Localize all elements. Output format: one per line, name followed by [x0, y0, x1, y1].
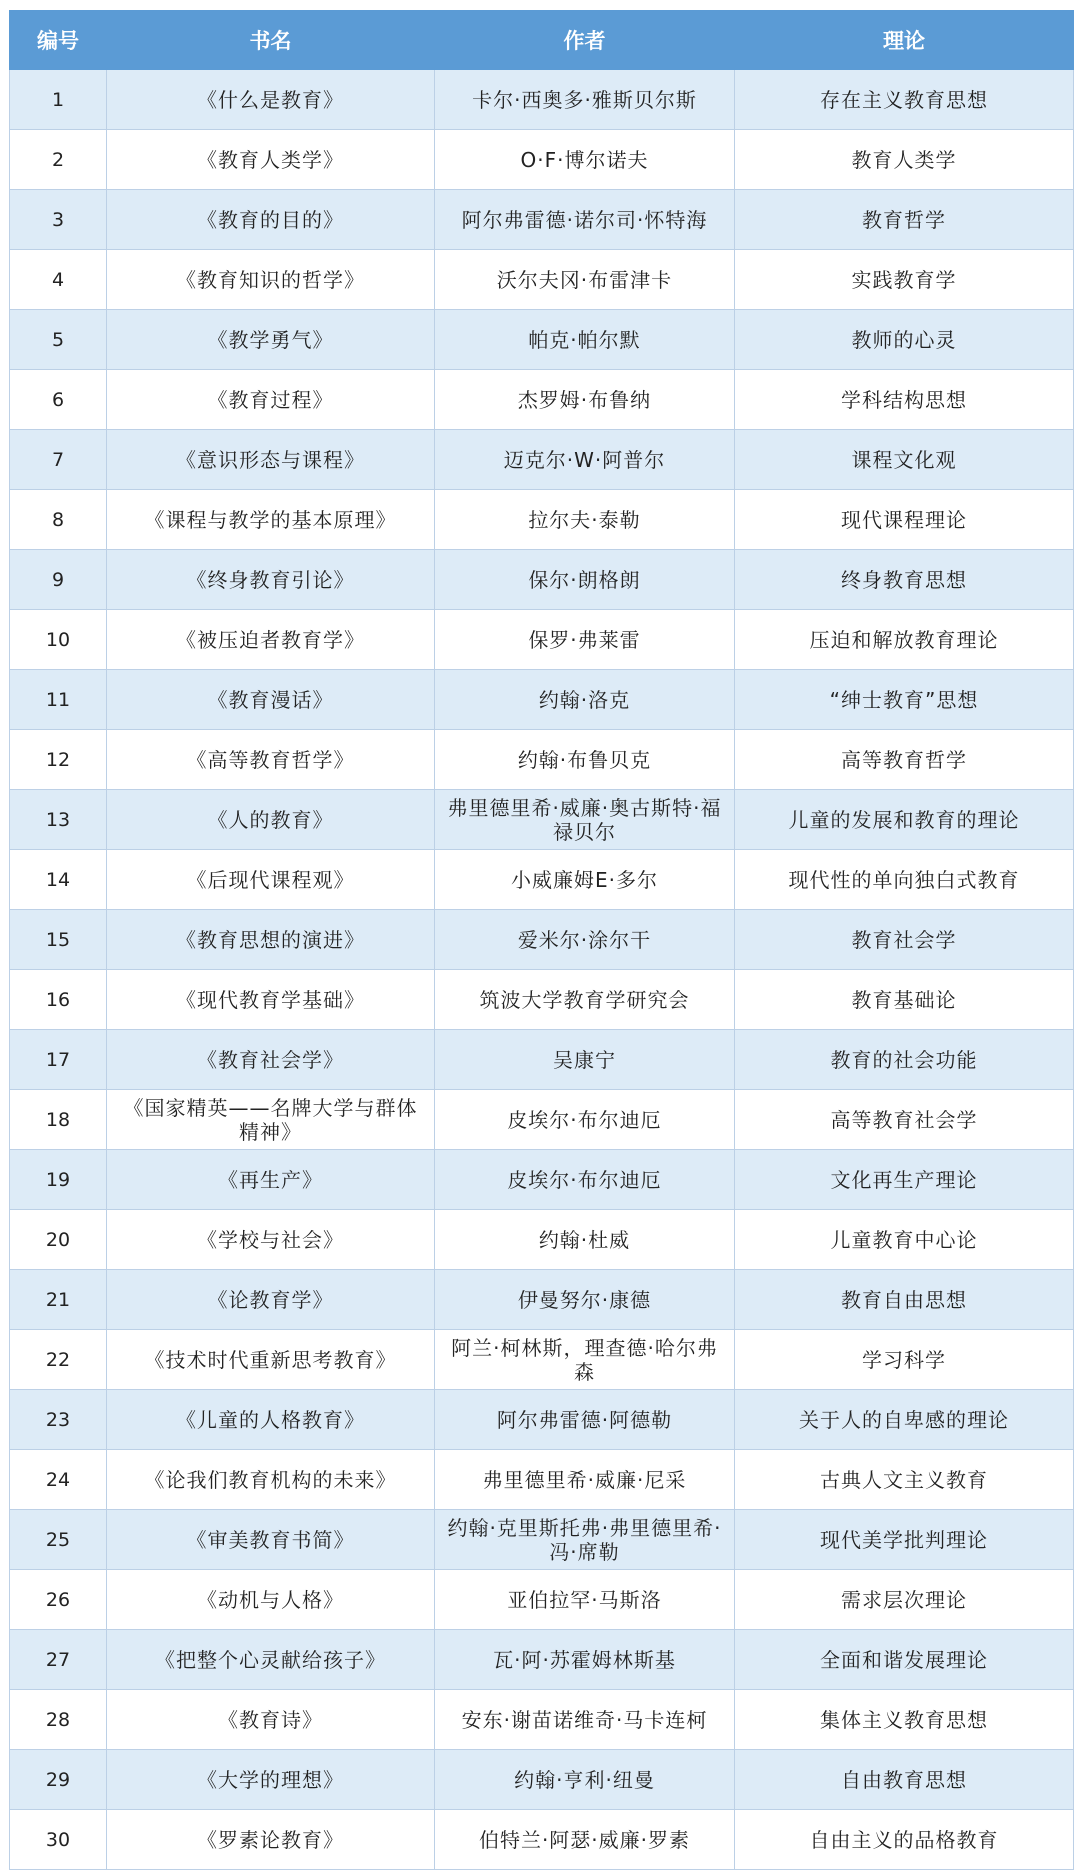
author-cell: 保罗·弗莱雷 — [435, 610, 735, 670]
book-title-cell: 《高等教育哲学》 — [107, 730, 435, 790]
table-row — [10, 790, 1074, 850]
row-number-cell: 12 — [10, 730, 107, 790]
theory-cell: 压迫和解放教育理论 — [735, 610, 1074, 670]
author-cell: 弗里德里希·威廉·尼采 — [435, 1450, 735, 1510]
row-number-cell: 3 — [10, 190, 107, 250]
author-cell: 约翰·亨利·纽曼 — [435, 1750, 735, 1810]
row-number-cell: 13 — [10, 790, 107, 850]
theory-cell: 儿童教育中心论 — [735, 1210, 1074, 1270]
table-row — [10, 550, 1074, 610]
author-cell: 保尔·朗格朗 — [435, 550, 735, 610]
row-number-cell: 27 — [10, 1630, 107, 1690]
theory-cell: 存在主义教育思想 — [735, 70, 1074, 130]
book-title-cell: 《人的教育》 — [107, 790, 435, 850]
author-cell: 约翰·克里斯托弗·弗里德里希·冯·席勒 — [435, 1510, 735, 1570]
row-number-cell: 1 — [10, 70, 107, 130]
theory-cell: 关于人的自卑感的理论 — [735, 1390, 1074, 1450]
author-cell: 拉尔夫·泰勒 — [435, 490, 735, 550]
book-title-cell: 《教育思想的演进》 — [107, 910, 435, 970]
author-cell: 筑波大学教育学研究会 — [435, 970, 735, 1030]
table-row — [10, 1270, 1074, 1330]
theory-cell: 全面和谐发展理论 — [735, 1630, 1074, 1690]
theory-cell: 教育人类学 — [735, 130, 1074, 190]
theory-cell: 实践教育学 — [735, 250, 1074, 310]
theory-cell: 学习科学 — [735, 1330, 1074, 1390]
table-row — [10, 850, 1074, 910]
author-cell: 爱米尔·涂尔干 — [435, 910, 735, 970]
book-table — [9, 10, 1074, 1870]
row-number-cell: 17 — [10, 1030, 107, 1090]
book-title-cell: 《教育的目的》 — [107, 190, 435, 250]
book-title-cell: 《教育知识的哲学》 — [107, 250, 435, 310]
author-cell: 安东·谢苗诺维奇·马卡连柯 — [435, 1690, 735, 1750]
author-cell: 卡尔·西奥多·雅斯贝尔斯 — [435, 70, 735, 130]
row-number-cell: 28 — [10, 1690, 107, 1750]
author-cell: O·F·博尔诺夫 — [435, 130, 735, 190]
row-number-cell: 29 — [10, 1750, 107, 1810]
theory-cell: 高等教育社会学 — [735, 1090, 1074, 1150]
book-title-cell: 《再生产》 — [107, 1150, 435, 1210]
book-title-cell: 《教育诗》 — [107, 1690, 435, 1750]
row-number-cell: 6 — [10, 370, 107, 430]
author-cell: 伊曼努尔·康德 — [435, 1270, 735, 1330]
theory-cell: 终身教育思想 — [735, 550, 1074, 610]
table-row — [10, 1210, 1074, 1270]
theory-cell: 现代美学批判理论 — [735, 1510, 1074, 1570]
book-title-cell: 《审美教育书简》 — [107, 1510, 435, 1570]
author-cell: 帕克·帕尔默 — [435, 310, 735, 370]
book-title-cell: 《儿童的人格教育》 — [107, 1390, 435, 1450]
header-title: 书名 — [107, 11, 435, 70]
author-cell: 阿尔弗雷德·阿德勒 — [435, 1390, 735, 1450]
table-row — [10, 1090, 1074, 1150]
table-row — [10, 1510, 1074, 1570]
header-number: 编号 — [10, 11, 107, 70]
row-number-cell: 26 — [10, 1570, 107, 1630]
theory-cell: 自由教育思想 — [735, 1750, 1074, 1810]
author-cell: 约翰·布鲁贝克 — [435, 730, 735, 790]
table-row — [10, 310, 1074, 370]
author-cell: 亚伯拉罕·马斯洛 — [435, 1570, 735, 1630]
author-cell: 皮埃尔·布尔迪厄 — [435, 1090, 735, 1150]
theory-cell: 现代性的单向独白式教育 — [735, 850, 1074, 910]
theory-cell: 课程文化观 — [735, 430, 1074, 490]
theory-cell: 自由主义的品格教育 — [735, 1810, 1074, 1870]
row-number-cell: 4 — [10, 250, 107, 310]
book-title-cell: 《教育漫话》 — [107, 670, 435, 730]
table-row — [10, 670, 1074, 730]
theory-cell: 教育的社会功能 — [735, 1030, 1074, 1090]
theory-cell: 文化再生产理论 — [735, 1150, 1074, 1210]
book-title-cell: 《大学的理想》 — [107, 1750, 435, 1810]
table-row — [10, 1630, 1074, 1690]
theory-cell: 教育基础论 — [735, 970, 1074, 1030]
theory-cell: 古典人文主义教育 — [735, 1450, 1074, 1510]
table-row — [10, 970, 1074, 1030]
author-cell: 阿尔弗雷德·诺尔司·怀特海 — [435, 190, 735, 250]
table-row — [10, 1030, 1074, 1090]
theory-cell: 需求层次理论 — [735, 1570, 1074, 1630]
table-row — [10, 250, 1074, 310]
table-row — [10, 490, 1074, 550]
book-title-cell: 《学校与社会》 — [107, 1210, 435, 1270]
theory-cell: 教育哲学 — [735, 190, 1074, 250]
row-number-cell: 20 — [10, 1210, 107, 1270]
author-cell: 约翰·杜威 — [435, 1210, 735, 1270]
book-title-cell: 《教育人类学》 — [107, 130, 435, 190]
theory-cell: 现代课程理论 — [735, 490, 1074, 550]
book-title-cell: 《终身教育引论》 — [107, 550, 435, 610]
book-table-container — [9, 10, 1073, 1865]
author-cell: 伯特兰·阿瑟·威廉·罗素 — [435, 1810, 735, 1870]
book-title-cell: 《课程与教学的基本原理》 — [107, 490, 435, 550]
row-number-cell: 2 — [10, 130, 107, 190]
header-theory: 理论 — [735, 11, 1074, 70]
author-cell: 小威廉姆E·多尔 — [435, 850, 735, 910]
table-row — [10, 910, 1074, 970]
table-row — [10, 190, 1074, 250]
author-cell: 约翰·洛克 — [435, 670, 735, 730]
row-number-cell: 5 — [10, 310, 107, 370]
row-number-cell: 18 — [10, 1090, 107, 1150]
author-cell: 迈克尔·W·阿普尔 — [435, 430, 735, 490]
table-row — [10, 1390, 1074, 1450]
book-title-cell: 《把整个心灵献给孩子》 — [107, 1630, 435, 1690]
row-number-cell: 14 — [10, 850, 107, 910]
row-number-cell: 10 — [10, 610, 107, 670]
row-number-cell: 21 — [10, 1270, 107, 1330]
book-title-cell: 《罗素论教育》 — [107, 1810, 435, 1870]
table-row — [10, 370, 1074, 430]
row-number-cell: 16 — [10, 970, 107, 1030]
author-cell: 皮埃尔·布尔迪厄 — [435, 1150, 735, 1210]
theory-cell: 教育社会学 — [735, 910, 1074, 970]
row-number-cell: 7 — [10, 430, 107, 490]
table-row — [10, 1150, 1074, 1210]
book-title-cell: 《论教育学》 — [107, 1270, 435, 1330]
theory-cell: 学科结构思想 — [735, 370, 1074, 430]
book-title-cell: 《意识形态与课程》 — [107, 430, 435, 490]
theory-cell: 集体主义教育思想 — [735, 1690, 1074, 1750]
book-title-cell: 《国家精英——名牌大学与群体精神》 — [107, 1090, 435, 1150]
row-number-cell: 22 — [10, 1330, 107, 1390]
book-title-cell: 《教学勇气》 — [107, 310, 435, 370]
book-title-cell: 《论我们教育机构的未来》 — [107, 1450, 435, 1510]
theory-cell: “绅士教育”思想 — [735, 670, 1074, 730]
table-row — [10, 1450, 1074, 1510]
author-cell: 杰罗姆·布鲁纳 — [435, 370, 735, 430]
table-row — [10, 1570, 1074, 1630]
book-title-cell: 《技术时代重新思考教育》 — [107, 1330, 435, 1390]
row-number-cell: 24 — [10, 1450, 107, 1510]
row-number-cell: 11 — [10, 670, 107, 730]
theory-cell: 教师的心灵 — [735, 310, 1074, 370]
table-row — [10, 1810, 1074, 1870]
table-row — [10, 430, 1074, 490]
table-row — [10, 70, 1074, 130]
author-cell: 瓦·阿·苏霍姆林斯基 — [435, 1630, 735, 1690]
author-cell: 沃尔夫冈·布雷津卡 — [435, 250, 735, 310]
row-number-cell: 9 — [10, 550, 107, 610]
theory-cell: 高等教育哲学 — [735, 730, 1074, 790]
table-row — [10, 1690, 1074, 1750]
book-title-cell: 《被压迫者教育学》 — [107, 610, 435, 670]
author-cell: 吴康宁 — [435, 1030, 735, 1090]
book-title-cell: 《教育过程》 — [107, 370, 435, 430]
row-number-cell: 8 — [10, 490, 107, 550]
theory-cell: 儿童的发展和教育的理论 — [735, 790, 1074, 850]
book-title-cell: 《动机与人格》 — [107, 1570, 435, 1630]
theory-cell: 教育自由思想 — [735, 1270, 1074, 1330]
row-number-cell: 25 — [10, 1510, 107, 1570]
book-title-cell: 《教育社会学》 — [107, 1030, 435, 1090]
author-cell: 弗里德里希·威廉·奥古斯特·福禄贝尔 — [435, 790, 735, 850]
row-number-cell: 19 — [10, 1150, 107, 1210]
table-row — [10, 730, 1074, 790]
row-number-cell: 23 — [10, 1390, 107, 1450]
book-title-cell: 《现代教育学基础》 — [107, 970, 435, 1030]
table-row — [10, 1750, 1074, 1810]
table-body — [10, 70, 1074, 1870]
table-row — [10, 130, 1074, 190]
row-number-cell: 15 — [10, 910, 107, 970]
author-cell: 阿兰·柯林斯，理查德·哈尔弗森 — [435, 1330, 735, 1390]
book-title-cell: 《什么是教育》 — [107, 70, 435, 130]
book-title-cell: 《后现代课程观》 — [107, 850, 435, 910]
row-number-cell: 30 — [10, 1810, 107, 1870]
table-header-row — [10, 11, 1074, 70]
header-author: 作者 — [435, 11, 735, 70]
table-row — [10, 610, 1074, 670]
table-row — [10, 1330, 1074, 1390]
